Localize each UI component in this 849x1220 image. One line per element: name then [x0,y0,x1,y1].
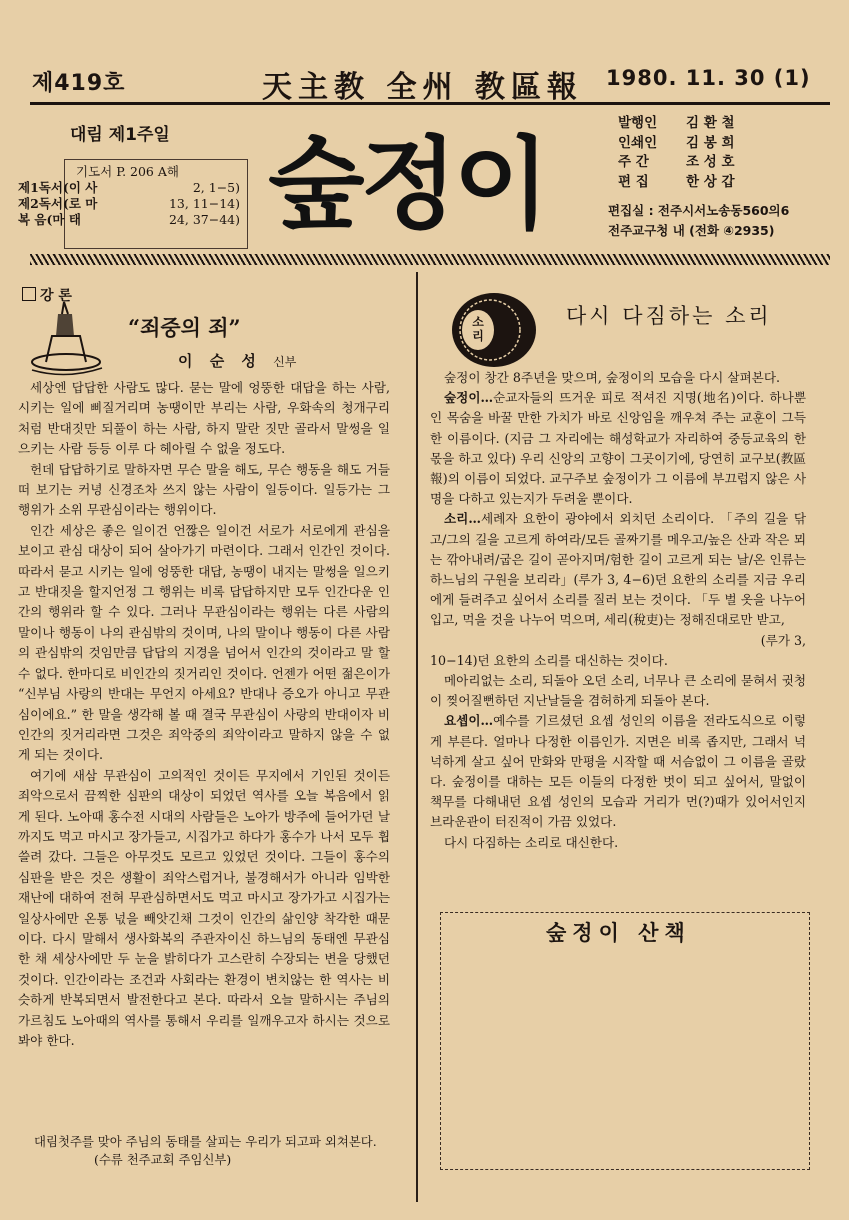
staff-name: 조 성 호 [686,154,735,170]
oil-lamp-icon [22,296,112,380]
paragraph-text: 숲정이 창간 8주년을 맞으며, 숲정이의 모습을 다시 살펴본다. [444,370,781,385]
staff-role: 인쇄인 [618,134,658,151]
anniversary-paragraph [430,509,806,630]
reading-label: 복 음(마 태 [18,212,81,227]
paper-name: 天主教 全州 教區報 [262,70,583,105]
staff-name: 김 봉 희 [686,134,735,151]
sermon-paragraph: 헌데 답답하기로 말하자면 무슨 말을 해도, 무슨 행동을 해도 거들떠 보기는 커녕 신경조차 쓰지 않는 사람이 일등이다. 일등가는 그 행위가 소위 무관심이라는 행위이다. [18,461,390,518]
reading-row [18,196,240,212]
author-title: 신부 [273,355,297,369]
anniversary-paragraph: 10−14)던 요한의 소리를 대신하는 것이다. [430,652,668,668]
week-title: 대림 제1주일 [70,125,170,145]
paragraph-lead: 요셉이… [444,713,494,729]
anniversary-body [430,368,806,853]
paragraph-text: 예수를 기르셨던 요셉 성인의 이름을 전라도식으로 이렇게 부른다. 얼마나 다정한 이름인가. 지면은 비록 좁지만, 그래서 넉넉하게 살고 싶어 만화와 만평을 시작할 때 서슴없이 그 이름을 골랐다. 숲정이를 대하는 모든 이들의 다정한 벗이 되고 싶어서, 말없이 책무를 다해내던 요셉 성인의 모습과 거리가 먼(?)때가 있어서인지 브라운관이 터진적이 가끔 있었다. [430,713,806,830]
staff-row [618,153,735,173]
sermon-body [18,378,390,1051]
reading-row [18,180,240,196]
paragraph-lead: 소리… [444,511,481,527]
reading-ref: 2, 1−5) [192,180,240,195]
closing-text: 대림첫주를 맞아 주님의 동태를 살피는 우리가 되고파 외쳐본다. [34,1134,377,1149]
paragraph-text: 세례자 요한이 광야에서 외치던 소리이다. 「주의 길을 닦고/그의 길을 고르게 하여라/모든 골짜기를 메우고/높은 산과 작은 뫼는 깎아내려/굽은 길이 곧아지며/험한 길이 고르게 되는 날/온 인류는 하느님의 구원을 보리라」(루가 3, 4−6)던 요한의 소리를 지금 우리에게 들려주고 싶어서 소리를 질러 보는 것이다. 「두 벌 옷을 나누어 입고, 먹을 것을 나누어 먹으며, 세리(稅吏)는 정해진대로만 받고, [430,511,806,628]
staff-role: 편 집 [618,173,649,190]
readings-list [18,164,240,228]
seal-text-1: 소 [472,315,484,329]
hatched-divider [30,254,830,265]
sermon-paragraph: 인간 세상은 좋은 일이건 언짢은 일이건 서로가 서로에게 관심을 보이고 관심 대상이 되어 살아가기 마련이다. 그래서 인간인 것이다. 따라서 묻고 시키는 일에 엉뚱한 대답, 농땡이 내지는 말썽을 일으키고 반대짓을 할지언정 그 행위는 비록 답답하지만 모두 인간다운 인간의 행위라 할 수 있다. 그러나 무관심이라는 행위는 다른 사람의 말이나 행동이 나의 관심밖의 것이며, 나의 말이나 행동이 다른 사람의 관심밖의 것임만큼 답답의 지경을 넘어서 인간의 것이라고 말 할 수 없다. 한마디로 비인간의 짓거리인 것이다. 언젠가 어떤 젊은이가 “신부님 사랑의 반대는 무언지 아세요? 반대나 증오가 아니고 무관심이에요.” 한 말을 생각해 볼 때 결국 무관심이 사랑의 반대이자 비인간의 짓거리라면 그것은 죄악중의 죄악이라고 말하지 않을 수 없게 되는 것이다. [18,522,390,763]
reading-row [18,212,240,228]
walk-title: 숲정이 산책 [546,920,691,945]
reading-label: 제1독서(이 사 [18,180,98,195]
walk-frame [440,912,810,1170]
section-label-text: 강 론 [40,288,72,304]
anniversary-paragraph: 메아리없는 소리, 되돌아 오던 소리, 너무나 큰 소리에 묻혀서 귓청이 찢어질뻔하던 지난날들을 겸허하게 되돌아 본다. [430,673,806,709]
staff-list [618,114,735,192]
address-line: 편집실 : 전주시서노송동560의6 [608,203,790,218]
anniversary-paragraph [430,368,806,388]
reading-label: 제2독서(로 마 [18,196,98,211]
closing-signature: (수류 천주교회 주임신부) [94,1152,232,1167]
editorial-address [608,201,789,241]
author-name: 이 순 성 [178,352,262,370]
seal-text-2: 리 [472,329,484,343]
staff-row [618,173,735,193]
paper-logo: 숲정이 [268,126,546,243]
paragraph-lead: 숲정이… [444,390,494,406]
anniversary-paragraph [430,388,806,509]
staff-role: 주 간 [618,154,649,170]
staff-row [618,134,735,154]
reference-line: (루가 3, [760,632,806,648]
issue-date: 1980. 11. 30 (1) [606,66,811,90]
column-divider [416,272,418,1202]
address-line: 전주교구청 내 (전화 ④2935) [608,223,775,238]
staff-row [618,114,735,134]
issue-number: 제419호 [32,71,126,96]
sermon-author [178,350,296,371]
staff-role: 발행인 [618,115,658,131]
prayer-book-ref: 기도서 P. 206 A해 [76,164,179,179]
staff-name: 김 환 철 [686,115,735,131]
reading-ref: 24, 37−44) [168,212,240,227]
sermon-paragraph: 세상엔 답답한 사람도 많다. 묻는 말에 엉뚱한 대답을 하는 사람, 시키는 일에 삐질거리며 농땡이만 부리는 사람, 우화속의 청개구리 처럼 반대짓만 되풀이 하는 사람, 하지 말란 짓만 골라서 말썽을 일으키는 사람 등등 이루 다 헤아릴 수 없을 정도다. [18,380,390,457]
sound-seal-icon [450,290,538,370]
sermon-title: “죄중의 죄” [128,315,241,340]
sermon-paragraph: 여기에 새삼 무관심이 고의적인 것이든 무지에서 기인된 것이든 죄악으로서 끔찍한 심판의 대상이 되었던 역사를 오늘 복음에서 읽게 된다. 노아때 홍수전 시대의 사람들은 노아가 방주에 들어가던 날까지도 먹고 마시고 장가들고, 시집가고 하다가 홍수가 나서 모두 휩쓸려 갔다. 그들은 아무것도 모르고 있었던 것이다. 그들이 홍수의 심판을 받은 것은 생활이 죄악스럽거나, 불경해서가 아니라 임박한 재난에 대하여 전혀 무관심하면서도 먹고 마시고 장가가고 시집가는 일상사에만 온통 넋을 빼앗긴채 그것이 인간의 삶인양 착각한 때문이다. 다시 말해서 생사화복의 주관자이신 하느님의 동태엔 무관심한 채 세상사에만 두 눈을 밝히다가 고스란히 수장되는 변을 당했던 것이다. 인간이라는 조건과 사회라는 환경이 변치않는 한 역사는 비슷하게 반복되면서 발전한다고 본다. 따라서 오늘 말하시는 주님의 가르침도 노아때의 역사를 통해서 우리를 일깨우고자 하시는 것으로 봐야 한다. [18,767,390,1048]
sermon-closing [34,1133,394,1169]
anniversary-paragraph: 다시 다짐하는 소리로 대신한다. [444,834,619,850]
reading-ref: 13, 11−14) [168,196,240,211]
anniversary-paragraph [430,711,806,832]
staff-name: 한 상 갑 [686,173,735,190]
paragraph-text: 순교자들의 뜨거운 피로 적셔진 지명(地名)이다. 하나뿐인 목숨을 바꿀 만한 가치가 바로 신앙임을 깨우쳐 주는 교훈이 그득한 이름이다. (지금 그 자리에는 해성학교가 자리하여 중등교육의 한 몫을 하고 있다) 우리 신앙의 고향이 그곳이기에, 당연히 교구보(教區報)의 이름이 되었다. 교구주보 숲정이가 그 이름에 부끄럽지 않은 사명을 다하고 있는지가 두려울 뿐이다. [430,390,806,507]
anniversary-title: 다시 다짐하는 소리 [566,304,772,328]
